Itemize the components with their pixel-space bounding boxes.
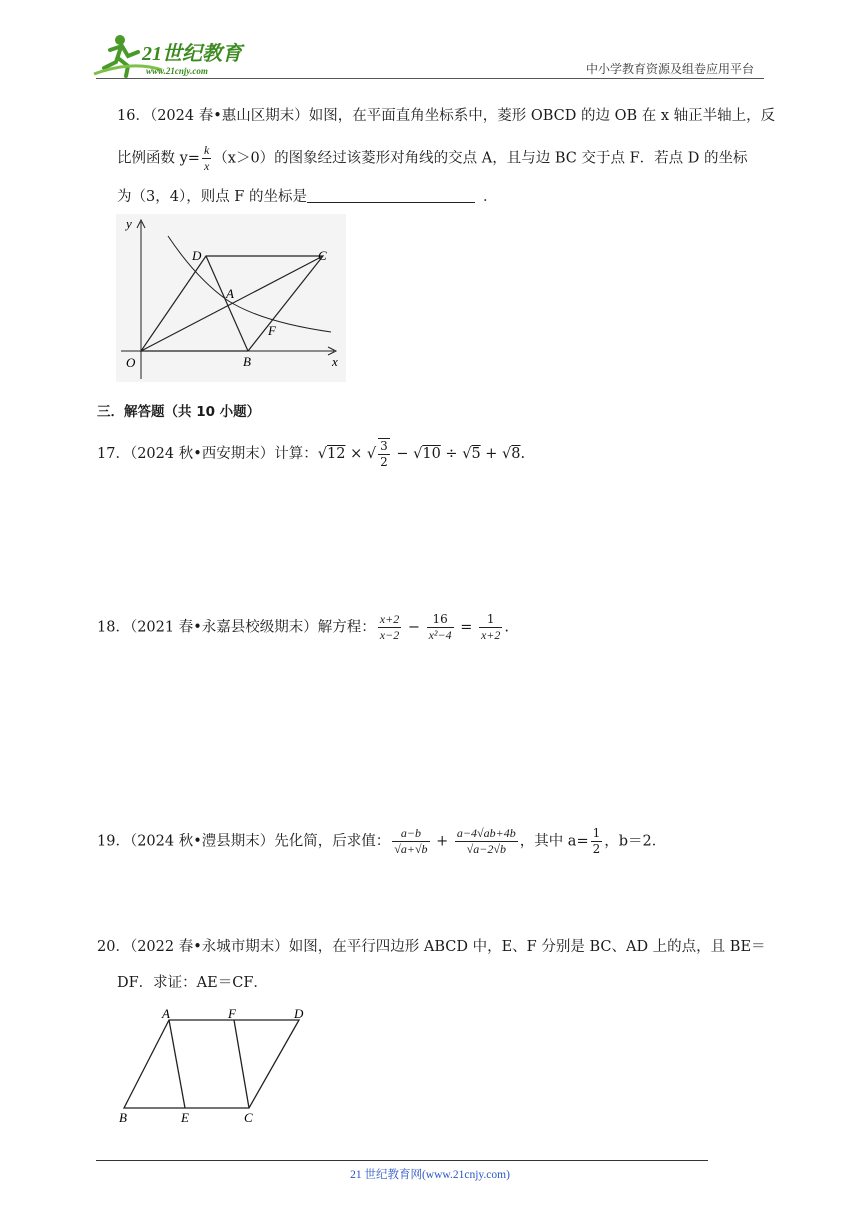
label-d: D <box>192 248 202 263</box>
q18-prefix: 18．（2021 春•永嘉县校级期末）解方程： <box>97 619 376 636</box>
q16-line2-pre: 比例函数 y= <box>117 150 200 167</box>
label-e: E <box>181 1110 189 1125</box>
q16-k-over-x-fraction: $\frac{k}{x}$ <box>203 143 210 173</box>
q18-fraction-2: $\frac{16}{\text{x²−4}}$ <box>428 612 452 642</box>
sqrt-3-over-2: √ $\frac{3}{2}$ <box>366 439 388 469</box>
header-divider <box>96 78 764 79</box>
label-y: y <box>126 216 132 231</box>
q18: 18．（2021 春•永嘉县校级期末）解方程： $\frac{x+2}{x-2}$ − $\frac{16}{\text{x²−4}}$ = $\frac{1}{x+2}$ . <box>97 612 510 642</box>
label-a: A <box>162 1006 170 1021</box>
site-logo <box>92 30 262 82</box>
q18-fraction-3: $\frac{1}{x+2}$ <box>480 612 501 642</box>
q20-line2: DF．求证：AE＝CF． <box>117 975 268 991</box>
segment-cf <box>234 1020 249 1108</box>
q19-fraction-2: $\frac{a-4√ab+4b}{√a-2√b}$ <box>456 826 516 856</box>
footer-divider <box>96 1160 708 1161</box>
label-x: x <box>332 354 338 369</box>
label-f: F <box>228 1006 236 1021</box>
logo-sub-text: www.21cnjy.com <box>146 66 208 76</box>
q16-line2-post: （x＞0）的图象经过该菱形对角线的交点 A，且与边 BC 交于点 F．若点 D 的坐标 <box>213 150 748 167</box>
label-o: O <box>126 355 136 370</box>
site-name: 中小学教育资源及组卷应用平台 <box>585 62 754 76</box>
minus-sign: − <box>396 446 409 462</box>
segment-ae <box>169 1020 185 1108</box>
q19-half: $\frac{1}{2}$ <box>592 826 601 856</box>
plus-sign: + <box>485 446 498 462</box>
q20-line1: 20．（2022 春•永城市期末）如图，在平行四边形 ABCD 中，E、F 分别是 BC、AD 上的点，且 BE＝ <box>97 939 766 955</box>
label-f: F <box>268 323 276 338</box>
q16-line3-pre: 为（3，4），则点 F 的坐标是 <box>117 189 307 205</box>
q19: 19．（2024 秋•澧县期末）先化简，后求值： $\frac{a-b}{√a+√b}$ + $\frac{a-4√ab+4b}{√a-2√b}$ ，其中 a= $\frac{1}{2}$ ，b＝2． <box>97 826 667 856</box>
logo-main-text: 21世纪教育 <box>142 43 242 65</box>
sqrt-10: √10 <box>413 446 441 462</box>
q16-line1: 16．（2024 春•惠山区期末）如图，在平面直角坐标系中，菱形 OBCD 的边 OB 在 x 轴正半轴上，反 <box>117 108 776 124</box>
section-3-title: 三．解答题（共 10 小题） <box>97 404 261 420</box>
q16-line2 <box>117 143 748 174</box>
label-a: A <box>226 286 234 301</box>
label-c: C <box>244 1110 253 1125</box>
sqrt-12: √12 <box>317 446 346 462</box>
sqrt-8: √8 <box>502 446 521 462</box>
label-b: B <box>119 1110 127 1125</box>
label-b: B <box>243 354 251 369</box>
sqrt-5: √5 <box>462 446 481 462</box>
q19-prefix: 19．（2024 秋•澧县期末）先化简，后求值： <box>97 833 391 850</box>
q18-fraction-1: $\frac{x+2}{x-2}$ <box>379 612 400 642</box>
divide-sign: ÷ <box>445 446 458 462</box>
q19-fraction-1: $\frac{a-b}{√a+√b}$ <box>394 826 428 856</box>
q16-answer-blank[interactable] <box>307 188 475 203</box>
times-sign: × <box>350 446 363 462</box>
parallelogram-abcd <box>124 1020 299 1108</box>
label-d: D <box>294 1006 304 1021</box>
label-c: C <box>318 248 327 263</box>
q16-line3 <box>117 185 497 209</box>
q16-figure <box>116 214 346 382</box>
q19-condition: ，其中 a= <box>519 833 589 850</box>
q17: 17．（2024 秋•西安期末）计算：√12 × √ $\frac{3}{2}$ − √10 ÷ √5 + √8. <box>97 439 526 469</box>
q16-line3-post: ． <box>482 189 498 205</box>
q20-figure <box>114 1004 314 1128</box>
q17-prefix: 17．（2024 秋•西安期末）计算： <box>97 446 318 462</box>
footer-link[interactable]: 21 世纪教育网(www.21cnjy.com) <box>350 1169 510 1181</box>
